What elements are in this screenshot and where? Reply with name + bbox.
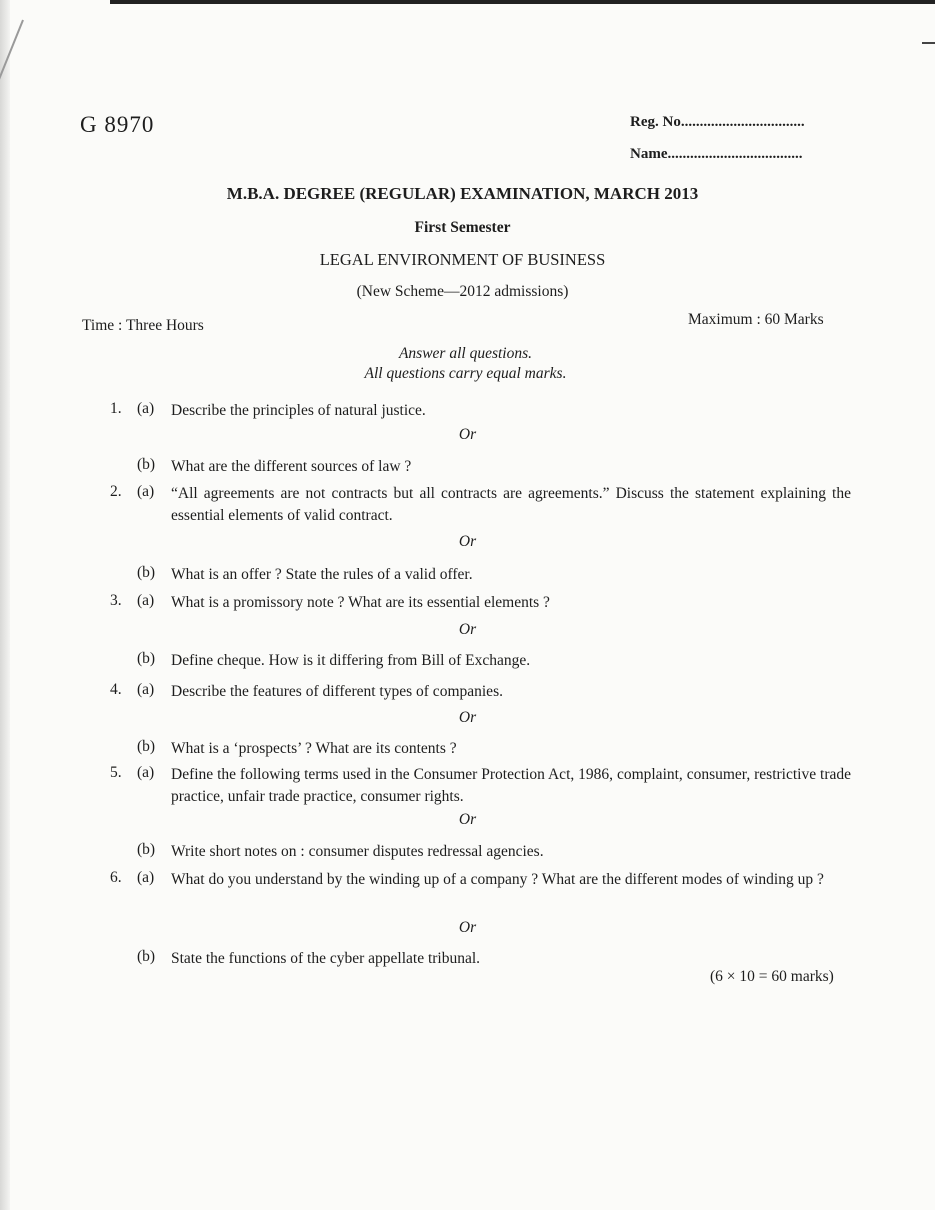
part-b-label: (b) [137,650,156,667]
or-separator: Or [458,533,477,550]
name-field: Name.................................... [630,146,803,162]
part-b-label: (b) [137,456,156,473]
part-b-label: (b) [137,564,156,581]
question-part-b: State the functions of the cyber appellate tribunal. [171,950,481,967]
question-part-a: What do you understand by the winding up of a company ? What are the different modes of winding up ? [171,871,824,888]
question-part-a: Describe the features of different types of companies. [171,683,503,700]
maximum-marks: Maximum : 60 Marks [688,311,824,328]
question-number: 1. [110,400,122,417]
question-number: 6. [110,869,122,886]
part-a-label: (a) [137,483,155,500]
scan-mark [922,42,935,44]
or-separator: Or [458,621,477,638]
exam-title: M.B.A. DEGREE (REGULAR) EXAMINATION, MARCH 2013 [226,184,699,203]
instruction-equal-marks: All questions carry equal marks. [364,365,567,382]
part-a-label: (a) [137,764,155,781]
semester: First Semester [414,219,511,236]
question-part-a: What is a promissory note ? What are its essential elements ? [171,594,550,611]
or-separator: Or [458,709,477,726]
scan-edge [0,0,10,1210]
part-a-label: (a) [137,681,155,698]
question-number: 5. [110,764,122,781]
or-separator: Or [458,811,477,828]
question-part-b: What are the different sources of law ? [171,458,412,475]
question-number: 2. [110,483,122,500]
question-part-a: Describe the principles of natural justice. [171,402,426,419]
instruction-answer-all: Answer all questions. [398,345,533,362]
or-separator: Or [458,426,477,443]
part-a-label: (a) [137,592,155,609]
scan-top-border [110,0,935,4]
time-allowed: Time : Three Hours [82,317,204,334]
question-part-b: What is a ‘prospects’ ? What are its contents ? [171,740,457,757]
question-part-a: Define the following terms used in the Consumer Protection Act, 1986, complaint, consumer, restrictive trade practice, unfair trade practice, consumer rights. [171,766,851,805]
question-part-b: Define cheque. How is it differing from Bill of Exchange. [171,652,531,669]
or-separator: Or [458,919,477,936]
question-part-a: “All agreements are not contracts but all contracts are agreements.” Discuss the statement explaining the essential elements of valid contract. [171,485,851,524]
part-b-label: (b) [137,948,156,965]
subject: LEGAL ENVIRONMENT OF BUSINESS [319,250,606,269]
question-part-b: Write short notes on : consumer disputes redressal agencies. [171,843,544,860]
question-number: 4. [110,681,122,698]
part-b-label: (b) [137,738,156,755]
part-a-label: (a) [137,869,155,886]
question-number: 3. [110,592,122,609]
question-part-b: What is an offer ? State the rules of a valid offer. [171,566,473,583]
scheme: (New Scheme—2012 admissions) [356,283,569,300]
reg-no-field: Reg. No................................. [630,114,805,130]
part-a-label: (a) [137,400,155,417]
paper-code: G 8970 [80,112,155,137]
total-marks: (6 × 10 = 60 marks) [710,968,834,985]
part-b-label: (b) [137,841,156,858]
